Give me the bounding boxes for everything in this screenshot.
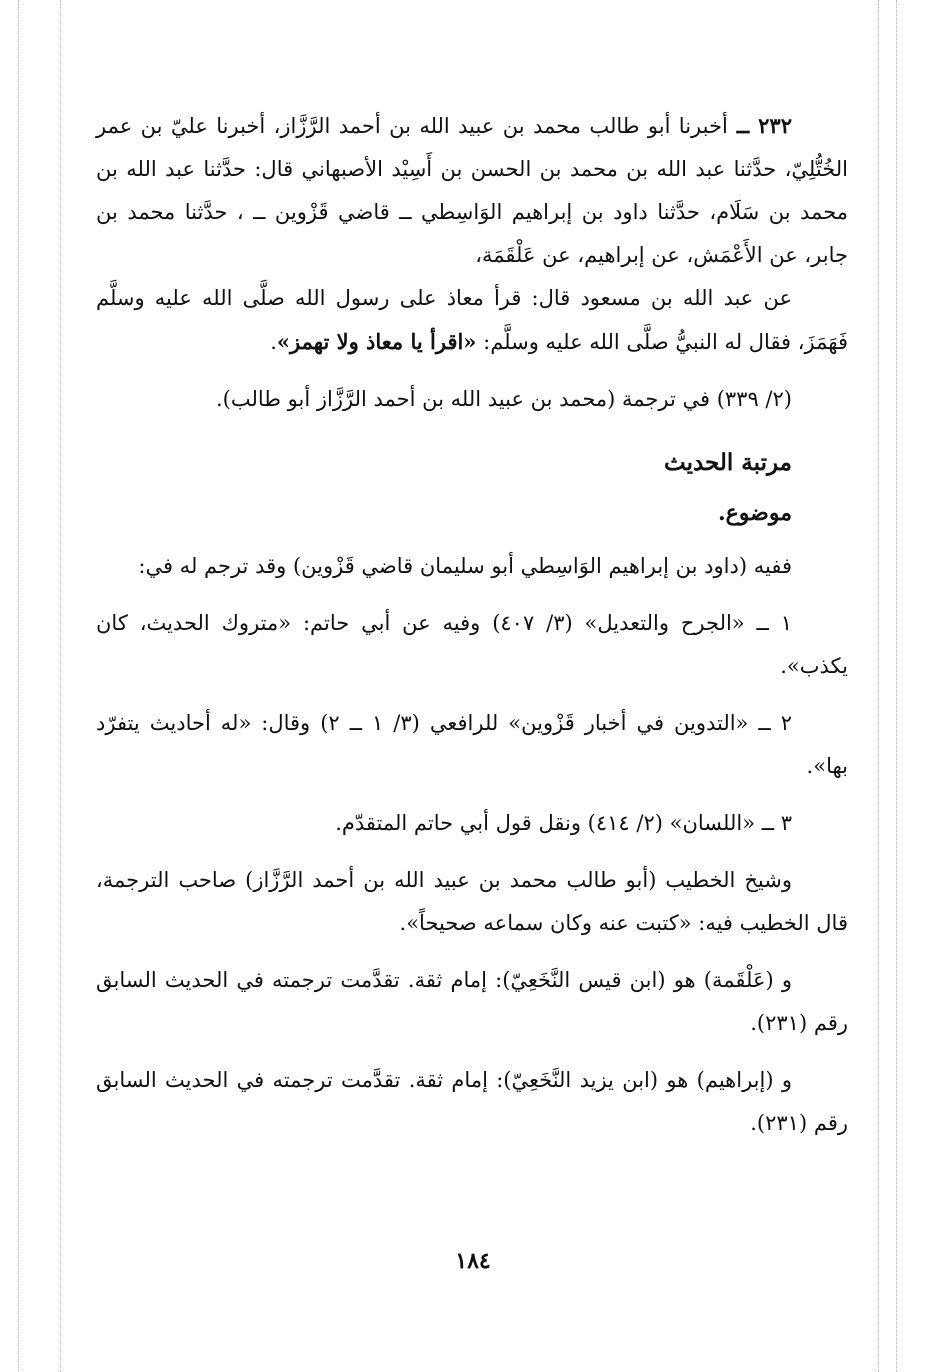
reference-2: ٢ ــ «التدوين في أخبار قَزْوين» للرافعي (٣/ ١ ــ ٢) وقال: «له أحاديث يتفرّد بها». [96, 711, 848, 778]
hadith-source: (٢/ ٣٣٩) في ترجمة (محمد بن عبيد الله بن أحمد الرَّزَّاز أبو طالب). [215, 387, 792, 411]
hadith-matn [96, 277, 848, 364]
grade-verdict: موضوع. [718, 500, 792, 526]
narrator-intro: ففيه (داود بن إبراهيم الوَاسِطي أبو سليمان قاضي قَزْوين) وقد ترجم له في: [138, 554, 792, 578]
hadith-isnad [96, 104, 848, 277]
matn-quote: «اقرأ يا معاذ ولا تهمز» [276, 329, 477, 354]
isnad-text: أخبرنا أبو طالب محمد بن عبيد الله بن أحمد الرَّزَّاز، أخبرنا عليّ بن عمر الخُتُّلِيّ، حدَّثنا عبد الله بن محمد بن الحسن بن أَسِيْد الأصبهاني قال: حدَّثنا عبد الله بن محمد بن سَلَام، حدَّثنا داود بن إبراهيم الوَاسِطي ــ قاضي قَزْوين ــ ، حدَّثنا محمد بن جابر، عن الأَعْمَش، عن إبراهيم، عن عَلْقَمَة، [96, 114, 848, 267]
page-body [96, 104, 848, 1159]
reference-3: ٣ ــ «اللسان» (٢/ ٤١٤) ونقل قول أبي حاتم المتقدّم. [335, 811, 792, 835]
ibrahim-paragraph: و (إبراهيم) هو (ابن يزيد النَّخَعِيّ): إمام ثقة. تقدَّمت ترجمته في الحديث السابق رقم (٢٣١). [96, 1068, 848, 1135]
page-number: ١٨٤ [455, 1248, 491, 1274]
section-title: مرتبة الحديث [664, 449, 792, 476]
matn-end: . [270, 330, 277, 354]
scan-guide-line [896, 0, 897, 1372]
reference-1: ١ ــ «الجرح والتعديل» (٣/ ٤٠٧) وفيه عن أبي حاتم: «متروك الحديث، كان يكذب». [96, 611, 848, 678]
scan-guide-line [18, 0, 19, 1372]
shaykh-paragraph: وشيخ الخطيب (أبو طالب محمد بن عبيد الله بن أحمد الرَّزَّاز) صاحب الترجمة، قال الخطيب فيه: «كتبت عنه وكان سماعه صحيحاً». [96, 868, 848, 935]
matn-text: عن عبد الله بن مسعود قال: قرأ معاذ على رسول الله صلَّى الله عليه وسلَّم فَهَمَزَ، فقال له النبيُّ صلَّى الله عليه وسلَّم: [96, 286, 848, 354]
scan-guide-line [878, 0, 879, 1372]
hadith-number: ٢٣٢ [758, 113, 792, 138]
scan-guide-line [60, 0, 61, 1372]
hadith-dash: ــ [727, 113, 759, 138]
alqama-paragraph: و (عَلْقَمة) هو (ابن قيس النَّخَعِيّ): إمام ثقة. تقدَّمت ترجمته في الحديث السابق رقم (٢٣١). [96, 968, 848, 1035]
